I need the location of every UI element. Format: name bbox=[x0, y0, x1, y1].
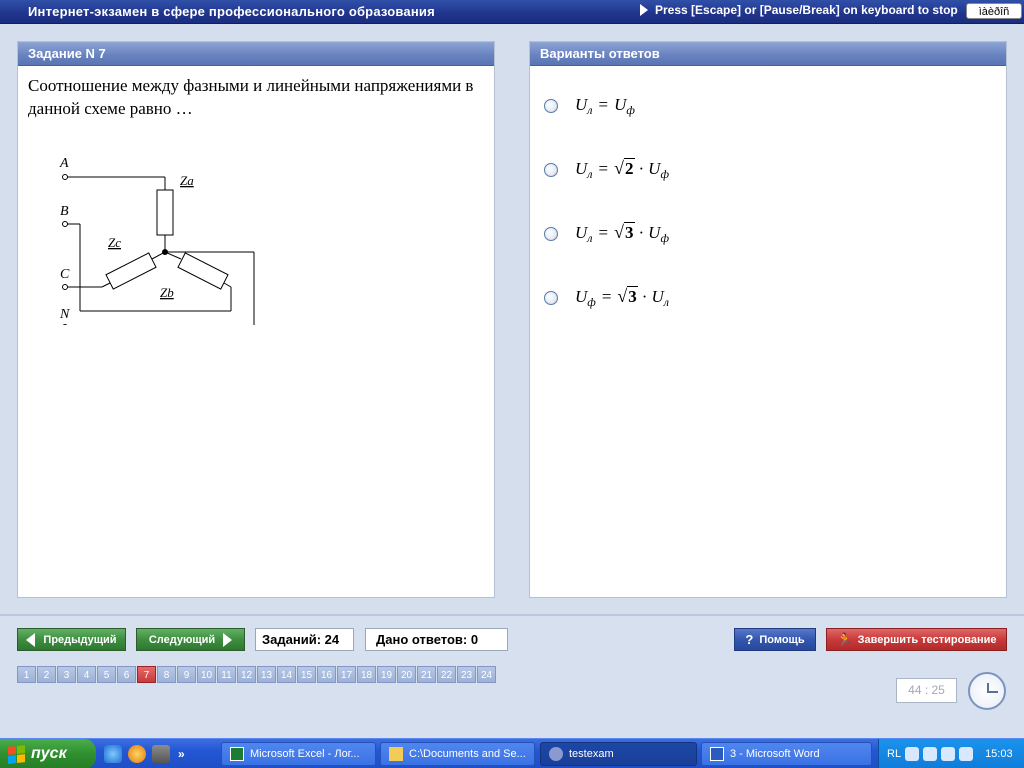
next-label: Следующий bbox=[148, 633, 216, 646]
escape-hint bbox=[640, 3, 958, 17]
star-node bbox=[162, 249, 168, 255]
task-number-list bbox=[17, 666, 497, 683]
radio-button[interactable] bbox=[544, 227, 558, 241]
previous-button[interactable] bbox=[17, 628, 126, 651]
task-number-13[interactable]: 13 bbox=[257, 666, 276, 683]
main-area bbox=[0, 24, 1024, 614]
answer-option-2[interactable] bbox=[544, 158, 669, 182]
tray-forward-icon[interactable] bbox=[923, 747, 937, 761]
finish-test-button[interactable] bbox=[826, 628, 1007, 651]
play-arrow-icon bbox=[640, 4, 648, 16]
quick-launch bbox=[104, 745, 185, 763]
help-button[interactable] bbox=[734, 628, 816, 651]
answer-formula: $U_л = √2 \cdot U_ф$ bbox=[575, 158, 669, 181]
help-label: Помощь bbox=[759, 633, 805, 646]
answer-formula: $U_л = √3 \cdot U_ф$ bbox=[575, 222, 669, 245]
tasks-count: Заданий: 24 bbox=[255, 628, 354, 651]
answers-panel-header: Варианты ответов bbox=[530, 42, 1006, 66]
taskbar-item-label: Microsoft Excel - Лог... bbox=[250, 748, 360, 760]
keyboard-language[interactable]: RL bbox=[887, 748, 902, 760]
internet-explorer-icon[interactable] bbox=[104, 745, 122, 763]
escape-hint-text: Press [Escape] or [Pause/Break] on keyboard to stop bbox=[655, 3, 958, 17]
task-number-2[interactable]: 2 bbox=[37, 666, 56, 683]
resistor-za bbox=[157, 190, 173, 235]
task-number-9[interactable]: 9 bbox=[177, 666, 196, 683]
media-icon[interactable] bbox=[959, 747, 973, 761]
quick-launch-more[interactable]: » bbox=[178, 747, 185, 761]
formula-subscript: л bbox=[587, 167, 593, 181]
sqrt-radicand: 2 bbox=[625, 159, 634, 178]
taskbar-item-word[interactable] bbox=[701, 742, 872, 766]
question-text: Соотношение между фазными и линейными напряжениями в данной схеме равно … bbox=[28, 76, 474, 118]
resistor-zb bbox=[178, 253, 228, 289]
task-number-12[interactable]: 12 bbox=[237, 666, 256, 683]
label-za: Za bbox=[180, 173, 194, 188]
task-number-21[interactable]: 21 bbox=[417, 666, 436, 683]
sqrt-radicand: 3 bbox=[625, 223, 634, 242]
formula-symbol: U bbox=[575, 287, 588, 306]
folder-icon bbox=[389, 747, 403, 761]
formula-equals: = bbox=[598, 94, 609, 114]
task-number-7[interactable]: 7 bbox=[137, 666, 156, 683]
taskbar-item-folder[interactable] bbox=[380, 742, 535, 766]
formula-subscript: ф bbox=[660, 231, 669, 245]
arrow-right-icon bbox=[223, 633, 232, 647]
taskbar-item-label: testexam bbox=[569, 748, 614, 760]
network-icon[interactable] bbox=[941, 747, 955, 761]
answers-given-count: Дано ответов: 0 bbox=[365, 628, 508, 651]
formula-symbol: U bbox=[575, 159, 588, 178]
formula-symbol: U bbox=[575, 94, 588, 114]
countdown-timer: 44 : 25 bbox=[896, 678, 957, 703]
question-mark-icon: ? bbox=[745, 632, 754, 647]
label-b: B bbox=[60, 204, 69, 219]
answer-option-1[interactable] bbox=[544, 94, 635, 118]
task-number-19[interactable]: 19 bbox=[377, 666, 396, 683]
task-number-3[interactable]: 3 bbox=[57, 666, 76, 683]
formula-subscript: ф bbox=[587, 295, 596, 309]
label-a: A bbox=[60, 156, 69, 171]
circuit-diagram bbox=[58, 135, 278, 325]
tray-back-icon[interactable] bbox=[905, 747, 919, 761]
square-root: √3 bbox=[614, 222, 634, 242]
next-button[interactable] bbox=[136, 628, 245, 651]
task-number-15[interactable]: 15 bbox=[297, 666, 316, 683]
answer-option-4[interactable] bbox=[544, 286, 669, 310]
radio-button[interactable] bbox=[544, 99, 558, 113]
answers-panel bbox=[529, 41, 1007, 598]
task-panel bbox=[17, 41, 495, 598]
finish-label: Завершить тестирование bbox=[857, 633, 997, 646]
start-button[interactable] bbox=[0, 739, 96, 768]
taskbar-item-label: C:\Documents and Se... bbox=[409, 748, 526, 760]
radio-button[interactable] bbox=[544, 163, 558, 177]
task-number-8[interactable]: 8 bbox=[157, 666, 176, 683]
task-number-10[interactable]: 10 bbox=[197, 666, 216, 683]
task-number-6[interactable]: 6 bbox=[117, 666, 136, 683]
task-number-16[interactable]: 16 bbox=[317, 666, 336, 683]
terminal-c bbox=[63, 285, 68, 290]
controls-bar bbox=[0, 614, 1024, 738]
task-number-17[interactable]: 17 bbox=[337, 666, 356, 683]
task-number-1[interactable]: 1 bbox=[17, 666, 36, 683]
task-number-4[interactable]: 4 bbox=[77, 666, 96, 683]
arrow-left-icon bbox=[26, 633, 35, 647]
formula-symbol: U bbox=[648, 223, 661, 242]
label-zb: Zb bbox=[160, 285, 174, 300]
answer-option-3[interactable] bbox=[544, 222, 669, 246]
radio-button[interactable] bbox=[544, 291, 558, 305]
label-zc: Zc bbox=[108, 235, 121, 250]
task-number-11[interactable]: 11 bbox=[217, 666, 236, 683]
system-tray bbox=[878, 739, 1024, 768]
label-n: N bbox=[60, 307, 70, 322]
formula-equals: = bbox=[601, 287, 612, 306]
answer-formula bbox=[575, 95, 635, 118]
formula-symbol: U bbox=[651, 287, 664, 306]
title-bar bbox=[0, 0, 1024, 24]
exam-icon bbox=[549, 747, 563, 761]
formula-subscript: л bbox=[587, 231, 593, 245]
app-title: Интернет-экзамен в сфере профессионального образования bbox=[28, 4, 435, 19]
task-panel-header: Задание N 7 bbox=[18, 42, 494, 66]
terminal-n bbox=[63, 325, 68, 326]
task-number-23[interactable]: 23 bbox=[457, 666, 476, 683]
formula-symbol: U bbox=[648, 159, 661, 178]
answer-formula: $U_ф = √3 \cdot U_л$ bbox=[575, 286, 669, 309]
square-root: √3 bbox=[617, 286, 637, 306]
task-number-14[interactable]: 14 bbox=[277, 666, 296, 683]
formula-subscript: ф bbox=[660, 167, 669, 181]
formula-symbol: U bbox=[575, 223, 588, 242]
sqrt-radicand: 3 bbox=[628, 287, 637, 306]
task-number-20[interactable]: 20 bbox=[397, 666, 416, 683]
windows-taskbar bbox=[0, 738, 1024, 768]
taskbar-item-label: 3 - Microsoft Word bbox=[730, 748, 820, 760]
windows-logo-icon bbox=[8, 745, 25, 764]
formula-equals: = bbox=[598, 159, 609, 178]
running-man-icon: 🏃 bbox=[836, 631, 853, 647]
terminal-a bbox=[63, 175, 68, 180]
excel-icon bbox=[230, 747, 244, 761]
label-c: C bbox=[60, 267, 70, 282]
formula-subscript: ф bbox=[626, 102, 635, 117]
terminal-b bbox=[63, 222, 68, 227]
system-clock[interactable]: 15:03 bbox=[985, 748, 1013, 760]
task-number-18[interactable]: 18 bbox=[357, 666, 376, 683]
previous-label: Предыдущий bbox=[43, 633, 117, 646]
word-icon bbox=[710, 747, 724, 761]
square-root: √2 bbox=[614, 158, 634, 178]
media-player-icon[interactable] bbox=[128, 745, 146, 763]
start-label: пуск bbox=[31, 745, 67, 762]
formula-subscript: л bbox=[663, 295, 669, 309]
taskbar-item-testexam[interactable] bbox=[540, 742, 697, 766]
formula-subscript: л bbox=[587, 102, 593, 117]
resistor-zc bbox=[106, 253, 156, 289]
formula-equals: = bbox=[598, 223, 609, 242]
language-indicator[interactable]: ìàèðîñ bbox=[966, 3, 1022, 19]
utility-icon[interactable] bbox=[152, 745, 170, 763]
task-number-5[interactable]: 5 bbox=[97, 666, 116, 683]
clock-icon bbox=[968, 672, 1006, 710]
formula-symbol: U bbox=[614, 94, 627, 114]
task-number-24[interactable]: 24 bbox=[477, 666, 496, 683]
taskbar-item-excel[interactable] bbox=[221, 742, 376, 766]
task-number-22[interactable]: 22 bbox=[437, 666, 456, 683]
